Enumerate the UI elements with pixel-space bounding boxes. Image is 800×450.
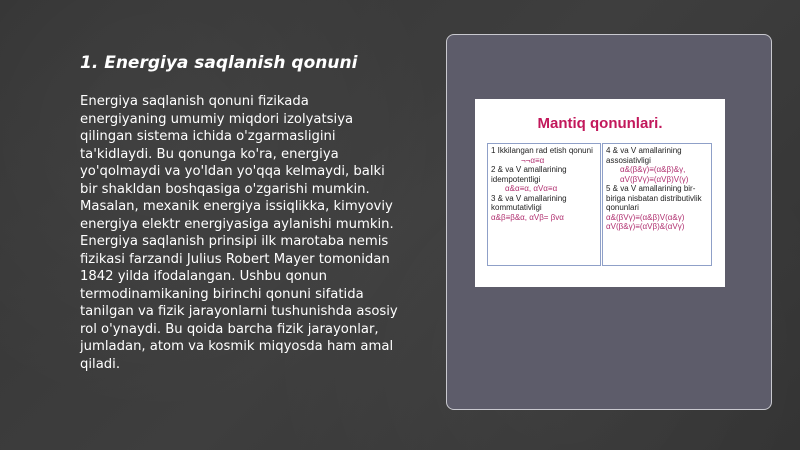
law-item-2: 2 & va V amallarining idempotentligi xyxy=(491,165,567,184)
image-title: Mantiq qonunlari. xyxy=(537,115,663,132)
law-item-5: 5 & va V amallarining bir-biriga nisbatan distributivlik qonunlari xyxy=(606,184,702,212)
laws-left-column xyxy=(487,143,601,266)
logic-laws-image xyxy=(475,99,725,287)
law-formula-5b: αV(β&γ)≡(αVβ)&(αVγ) xyxy=(606,222,685,231)
laws-right-column xyxy=(602,143,712,266)
law-item-4: 4 & va V amallarining assosiativligi xyxy=(606,146,682,165)
law-item-1: 1 Ikkilangan rad etish qonuni xyxy=(491,146,593,155)
law-item-3: 3 & va V amallarining kommutativligi xyxy=(491,193,567,212)
law-formula-1: ¬¬α≡α xyxy=(521,155,545,165)
law-formula-2: α&α≡α, αVα≡α xyxy=(505,184,558,193)
law-formula-3: α&β≡β&α, αVβ= βvα xyxy=(491,212,564,222)
slide-title: 1. Energiya saqlanish qonuni xyxy=(80,53,358,73)
law-formula-5a: α&(βVγ)≡(α&β)V(α&γ) xyxy=(606,212,685,222)
slide-body-text: Energiya saqlanish qonuni fizikada energiyaning umumiy miqdori izolyatsiya qilingan sistema ichida o'zgarmasligini ta'kidlaydi. Bu qonunga ko'ra, energiya yo'qolmaydi va yo'ldan yo'qqa kelmaydi, balki bir shakldan boshqasiga o'zgarishi mumkin. Masalan, mexanik energiya issiqlikka, kimyoviy energiya elektr energiyasiga aylanishi mumkin. Energiya saqlanish prinsipi ilk marotaba nemis fizikasi farzandi Julius Robert Mayer tomonidan 1842 yilda ifodalangan. Ushbu qonun termodinamikaning birinchi qonuni sifatida tanilgan va fizik jarayonlarni tushunishda asosiy rol o'ynaydi. Bu qoida barcha fizik jarayonlar, jumladan, atom va kosmik miqyosda ham amal qiladi. xyxy=(80,94,398,372)
law-formula-4a: α&(β&γ)≡(α&β)&γ, xyxy=(620,165,686,174)
law-formula-4b: αV(βVγ)≡(αVβ)V(γ) xyxy=(620,174,689,184)
